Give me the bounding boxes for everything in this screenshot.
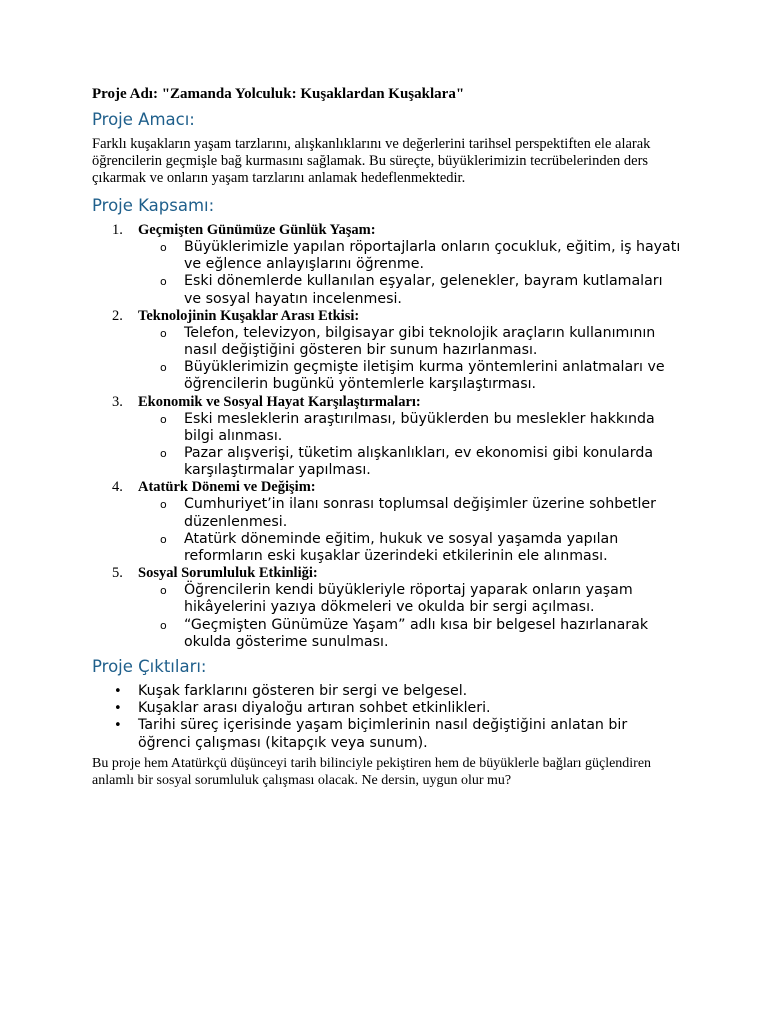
scope-subitem [138,325,682,359]
circle-bullet-icon: o [160,241,167,254]
scope-item-title: Sosyal Sorumluluk Etkinliği: [138,565,318,582]
outputs-list [92,683,682,752]
scope-subitem-text: Atatürk döneminde eğitim, hukuk ve sosyal yaşamda yapılan reformların eski kuşaklar üzerindeki etkilerinin ele alınması. [184,530,619,565]
scope-subitem [138,617,682,651]
scope-item-number: 3. [112,393,123,410]
scope-item-2 [92,308,682,394]
scope-subitem-text: Eski dönemlerde kullanılan eşyalar, gelenekler, bayram kutlamaları ve sosyal hayatın incelenmesi. [184,273,663,307]
aim-heading: Proje Amacı: [92,110,195,129]
scope-item-5 [92,565,682,651]
scope-subitem [138,359,682,393]
closing-paragraph: Bu proje hem Atatürkçü düşünceyi tarih bilinciyle pekiştiren hem de büyüklerle bağları güçlendiren anlamlı bir sosyal sorumluluk çalışması olacak. Ne dersin, uygun olur mu? [92,755,652,788]
bullet-dot-icon: • [114,701,122,717]
outputs-item [92,717,682,751]
scope-item-title: Ekonomik ve Sosyal Hayat Karşılaştırmaları: [138,393,421,410]
scope-subitem [138,496,682,530]
scope-subitem-text: Büyüklerimizin geçmişte iletişim kurma yöntemlerini anlatmaları ve öğrencilerin bugünkü yöntemlerle karşılaştırması. [184,359,665,393]
circle-bullet-icon: o [160,498,167,512]
outputs-item-text: Kuşak farklarını gösteren bir sergi ve belgesel. [138,683,468,700]
scope-subitem-text: Telefon, televizyon, bilgisayar gibi teknolojik araçların kullanımının nasıl değiştiğini gösteren bir sunum hazırlanması. [184,324,656,359]
document-page [92,85,682,789]
scope-subitem [138,239,682,273]
scope-subitem [138,411,682,445]
circle-bullet-icon: o [160,532,167,546]
circle-bullet-icon: o [160,412,167,426]
scope-subitem [138,531,682,565]
scope-subitem-text: Eski mesleklerin araştırılması, büyüklerden bu meslekler hakkında bilgi alınması. [184,410,655,444]
scope-item-number: 1. [112,222,123,238]
scope-subitem [138,445,682,479]
scope-sublist [138,239,682,308]
circle-bullet-icon: o [160,618,167,632]
scope-item-number: 2. [112,307,123,324]
scope-item-3 [92,394,682,480]
scope-subitem [138,582,682,616]
circle-bullet-icon: o [160,275,167,289]
scope-item-number: 5. [112,565,123,582]
scope-list [92,222,682,651]
circle-bullet-icon: o [160,447,167,461]
scope-item-title: Geçmişten Günümüze Günlük Yaşam: [138,222,376,238]
outputs-heading: Proje Çıktıları: [92,657,207,677]
scope-subitem-text: Büyüklerimizle yapılan röportajlarla onların çocukluk, eğitim, iş hayatı ve eğlence anlayışlarını öğrenme. [184,239,681,273]
scope-item-number: 4. [112,479,123,496]
scope-item-1 [92,222,682,308]
bullet-dot-icon: • [114,684,122,700]
circle-bullet-icon: o [160,361,167,375]
circle-bullet-icon: o [160,326,167,340]
aim-paragraph: Farklı kuşakların yaşam tarzlarını, alışkanlıklarını ve değerlerini tarihsel perspektiften ele alarak öğrencilerin geçmişle bağ kurmasını sağlamak. Bu süreçte, büyüklerimizin tecrübelerinden ders çıkarmak ve onların yaşam tarzlarını anlamak hedeflenmektedir. [92,136,651,186]
outputs-item-text: Kuşaklar arası diyaloğu artıran sohbet etkinlikleri. [138,700,491,717]
scope-sublist [138,325,682,394]
scope-subitem-text: Öğrencilerin kendi büyükleriyle röportaj yaparak onların yaşam hikâyelerini yazıya dökmeleri ve okulda bir sergi açılması. [184,582,633,616]
scope-subitem-text: “Geçmişten Günümüze Yaşam” adlı kısa bir belgesel hazırlanarak okulda gösterime sunulması. [184,616,649,650]
scope-sublist [138,496,682,565]
scope-item-4 [92,479,682,565]
scope-subitem-text: Pazar alışverişi, tüketim alışkanlıkları, ev ekonomisi gibi konularda karşılaştırmalar yapılması. [184,445,654,479]
outputs-item-text: Tarihi süreç içerisinde yaşam biçimlerinin nasıl değiştiğini anlatan bir öğrenci çalışması (kitapçık veya sunum). [138,717,628,751]
circle-bullet-icon: o [160,584,167,598]
scope-item-title: Atatürk Dönemi ve Değişim: [138,479,316,496]
scope-sublist [138,582,682,651]
scope-subitem-text: Cumhuriyet’in ilanı sonrası toplumsal değişimler üzerine sohbetler düzenlenmesi. [184,496,656,530]
scope-sublist [138,411,682,480]
scope-item-title: Teknolojinin Kuşaklar Arası Etkisi: [138,307,360,324]
outputs-item [92,683,682,700]
project-name: Proje Adı: "Zamanda Yolculuk: Kuşaklardan Kuşaklara" [92,86,465,102]
scope-heading: Proje Kapsamı: [92,196,215,215]
bullet-dot-icon: • [114,718,122,734]
scope-subitem [138,273,682,307]
outputs-item [92,700,682,717]
